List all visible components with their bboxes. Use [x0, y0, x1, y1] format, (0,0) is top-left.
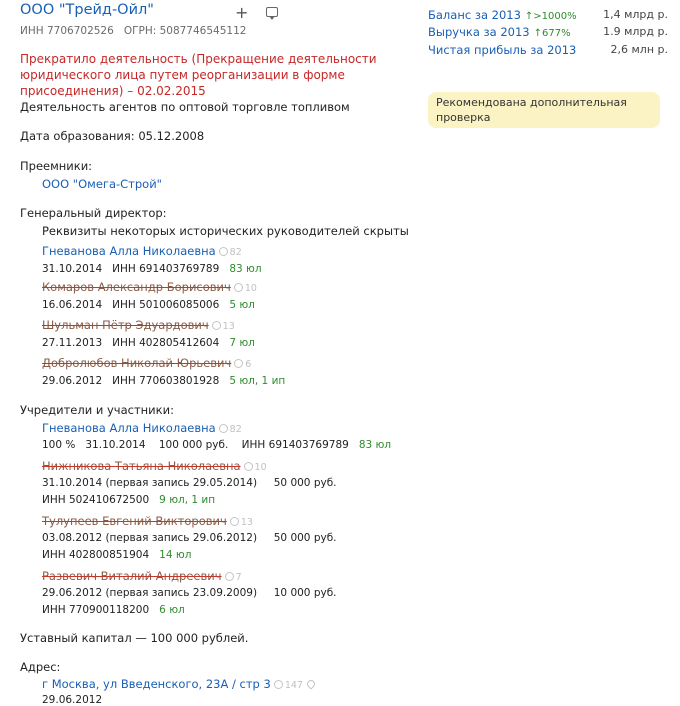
address-item: г Москва, ул Введенского, 23А / стр 3 147 [42, 677, 315, 691]
company-inn: ИНН 7706702526 [20, 25, 114, 37]
director-note: Реквизиты некоторых исторических руководителей скрыты [42, 224, 409, 238]
founded-date: Дата образования: 05.12.2008 [20, 129, 205, 143]
founder-details: 100 % 31.10.2014 100 000 руб. ИНН 691403769789 83 юл [42, 439, 392, 451]
successor-link[interactable]: ООО "Омега-Строй" [42, 177, 162, 191]
founder-item: Развевич Виталий Андреевич 7 [42, 569, 242, 583]
activity-text: Деятельность агентов по оптовой торговле топливом [20, 100, 350, 114]
director-item: Гневанова Алла Николаевна 82 [42, 244, 242, 258]
inn-ogrn [20, 25, 246, 37]
person-link[interactable]: Гневанова Алла Николаевна [42, 244, 216, 258]
capital-text: Уставный капитал — 100 000 рублей. [20, 631, 249, 645]
founder-item: Гневанова Алла Николаевна 82 [42, 421, 242, 435]
person-link[interactable]: Добролюбов Николай Юрьевич [42, 356, 232, 370]
director-details: 29.06.2012 ИНН 770603801928 5 юл, 1 ип [42, 375, 286, 387]
search-icon[interactable] [212, 321, 221, 330]
founder-details: 03.08.2012 (первая запись 29.06.2012) 50 000 руб. [42, 532, 337, 544]
founders-label: Учредители и участники: [20, 403, 174, 417]
company-name[interactable]: ООО "Трейд-Ойл" [20, 2, 154, 18]
status-text: Прекратило деятельность (Прекращение деятельности юридического лица путем реорганизации в форме присоединения) – 02.02.2015 [20, 52, 377, 98]
person-link[interactable]: Комаров Александр Борисович [42, 280, 231, 294]
director-label: Генеральный директор: [20, 206, 167, 220]
successors-label: Преемники: [20, 159, 93, 173]
finance-profit [428, 43, 668, 59]
person-link[interactable]: Развевич Виталий Андреевич [42, 569, 222, 583]
revenue-link[interactable]: Выручка за 2013 [428, 25, 530, 39]
profit-value: 2,6 млн р. [610, 43, 668, 56]
person-link[interactable]: Нижникова Татьяна Николаевна [42, 459, 241, 473]
finance-revenue [428, 25, 668, 41]
balance-value: 1,4 млрд р. [603, 8, 668, 21]
director-item: Шульман Пётр Эдуардович 13 [42, 318, 235, 332]
search-icon[interactable] [244, 462, 253, 471]
director-details: 16.06.2014 ИНН 501006085006 5 юл [42, 299, 255, 311]
search-icon[interactable] [234, 359, 243, 368]
company-ogrn: ОГРН: 5087746545112 [123, 25, 247, 37]
address-date: 29.06.2012 [42, 694, 103, 706]
profit-link[interactable]: Чистая прибыль за 2013 [428, 43, 577, 57]
finance-panel [410, 0, 680, 706]
founder-details: 29.06.2012 (первая запись 23.09.2009) 10 000 руб. [42, 587, 337, 599]
finance-balance [428, 8, 668, 24]
search-icon[interactable] [219, 424, 228, 433]
founder-inn: ИНН 402800851904 14 юл [42, 549, 192, 561]
search-icon[interactable] [274, 680, 283, 689]
founder-inn: ИНН 502410672500 9 юл, 1 ип [42, 494, 216, 506]
director-item: Добролюбов Николай Юрьевич 6 [42, 356, 252, 370]
revenue-value: 1.9 млрд р. [603, 25, 668, 38]
person-link[interactable]: Тулупеев Евгений Викторович [42, 514, 227, 528]
person-link[interactable]: Шульман Пётр Эдуардович [42, 318, 209, 332]
comment-icon[interactable] [266, 7, 278, 17]
director-item: Комаров Александр Борисович 10 [42, 280, 257, 294]
address-label: Адрес: [20, 660, 61, 674]
founder-details: 31.10.2014 (первая запись 29.05.2014) 50 000 руб. [42, 477, 337, 489]
balance-link[interactable]: Баланс за 2013 [428, 8, 521, 22]
director-details: 31.10.2014 ИНН 691403769789 83 юл [42, 263, 262, 275]
founder-inn: ИНН 770900118200 6 юл [42, 604, 185, 616]
add-icon[interactable]: + [235, 3, 249, 22]
search-icon[interactable] [219, 247, 228, 256]
search-icon[interactable] [230, 517, 239, 526]
search-icon[interactable] [234, 283, 243, 292]
search-icon[interactable] [225, 572, 234, 581]
map-pin-icon[interactable] [305, 678, 316, 689]
founder-item: Тулупеев Евгений Викторович 13 [42, 514, 253, 528]
founder-item: Нижникова Татьяна Николаевна 10 [42, 459, 267, 473]
recommendation-badge: Рекомендована дополнительная проверка [428, 92, 660, 128]
person-link[interactable]: Гневанова Алла Николаевна [42, 421, 216, 435]
address-link[interactable]: г Москва, ул Введенского, 23А / стр 3 [42, 677, 271, 691]
revenue-change: ↑677% [533, 28, 571, 39]
director-details: 27.11.2013 ИНН 402805412604 7 юл [42, 337, 255, 349]
balance-change: ↑>1000% [524, 11, 577, 22]
